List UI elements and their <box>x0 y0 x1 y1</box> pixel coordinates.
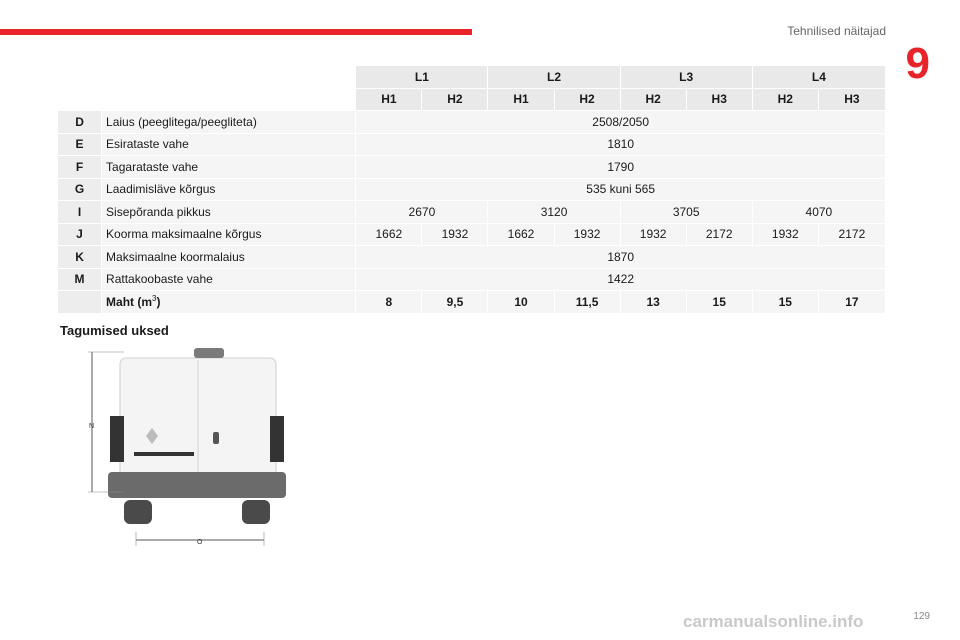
row-key: F <box>58 156 102 179</box>
row-value: 3120 <box>488 201 620 224</box>
table-row <box>58 111 886 134</box>
height-header: H1 <box>488 88 554 111</box>
dimension-label-o: O <box>197 539 203 546</box>
row-value: 2508/2050 <box>356 111 886 134</box>
table-row <box>58 133 886 156</box>
capacity-value: 13 <box>620 291 686 314</box>
height-header: H2 <box>752 88 818 111</box>
row-value: 1662 <box>356 223 422 246</box>
length-header: L1 <box>356 66 488 89</box>
row-label: Esirataste vahe <box>102 133 356 156</box>
length-header: L3 <box>620 66 752 89</box>
row-key: D <box>58 111 102 134</box>
row-value: 1790 <box>356 156 886 179</box>
length-header-row <box>58 66 886 89</box>
dimension-label-n: N <box>89 423 95 430</box>
section-title: Tagumised uksed <box>60 323 169 338</box>
height-header: H1 <box>356 88 422 111</box>
height-header: H3 <box>818 88 885 111</box>
row-value: 1932 <box>620 223 686 246</box>
capacity-value: 10 <box>488 291 554 314</box>
capacity-label <box>102 291 356 314</box>
row-label: Laius (peeglitega/peegliteta) <box>102 111 356 134</box>
row-key: I <box>58 201 102 224</box>
row-value: 1810 <box>356 133 886 156</box>
row-label: Tagarataste vahe <box>102 156 356 179</box>
height-header: H3 <box>686 88 752 111</box>
height-header: H2 <box>620 88 686 111</box>
capacity-label-end: ) <box>156 295 161 310</box>
row-value: 3705 <box>620 201 752 224</box>
capacity-value: 15 <box>752 291 818 314</box>
row-label: Rattakoobaste vahe <box>102 268 356 291</box>
table-row <box>58 178 886 201</box>
row-value: 1422 <box>356 268 886 291</box>
header-corner <box>58 66 356 111</box>
chapter-title: Tehnilised näitajad <box>787 24 886 38</box>
row-value: 1932 <box>554 223 620 246</box>
row-key: M <box>58 268 102 291</box>
row-label: Koorma maksimaalne kõrgus <box>102 223 356 246</box>
row-label: Laadimisläve kõrgus <box>102 178 356 201</box>
header-accent-bar <box>0 29 472 35</box>
row-key: J <box>58 223 102 246</box>
capacity-value: 15 <box>686 291 752 314</box>
row-value: 2172 <box>686 223 752 246</box>
table-row <box>58 156 886 179</box>
capacity-value: 11,5 <box>554 291 620 314</box>
table-row <box>58 246 886 269</box>
height-header: H2 <box>422 88 488 111</box>
table-row <box>58 223 886 246</box>
page-number: 129 <box>913 611 930 622</box>
watermark: carmanualsonline.info <box>683 612 864 631</box>
rear-doors-diagram <box>84 340 294 550</box>
row-value: 2670 <box>356 201 488 224</box>
capacity-label-text: Maht (m <box>106 295 153 310</box>
capacity-value: 17 <box>818 291 885 314</box>
row-value: 1662 <box>488 223 554 246</box>
row-key: K <box>58 246 102 269</box>
row-value: 535 kuni 565 <box>356 178 886 201</box>
row-value: 1870 <box>356 246 886 269</box>
length-header: L2 <box>488 66 620 89</box>
row-value: 4070 <box>752 201 885 224</box>
van-rear-illustration <box>108 348 286 524</box>
row-label: Maksimaalne koormalaius <box>102 246 356 269</box>
chapter-number: 9 <box>905 39 930 88</box>
capacity-row <box>58 291 886 314</box>
length-header: L4 <box>752 66 885 89</box>
row-value: 1932 <box>422 223 488 246</box>
row-value: 2172 <box>818 223 885 246</box>
capacity-label-superscript: 3 <box>152 294 157 304</box>
capacity-value: 8 <box>356 291 422 314</box>
row-key-empty <box>58 291 102 314</box>
dimensions-table <box>57 65 886 314</box>
row-key: G <box>58 178 102 201</box>
capacity-value: 9,5 <box>422 291 488 314</box>
row-label: Sisepõranda pikkus <box>102 201 356 224</box>
table-row <box>58 268 886 291</box>
row-value: 1932 <box>752 223 818 246</box>
row-key: E <box>58 133 102 156</box>
height-header: H2 <box>554 88 620 111</box>
table-row <box>58 201 886 224</box>
